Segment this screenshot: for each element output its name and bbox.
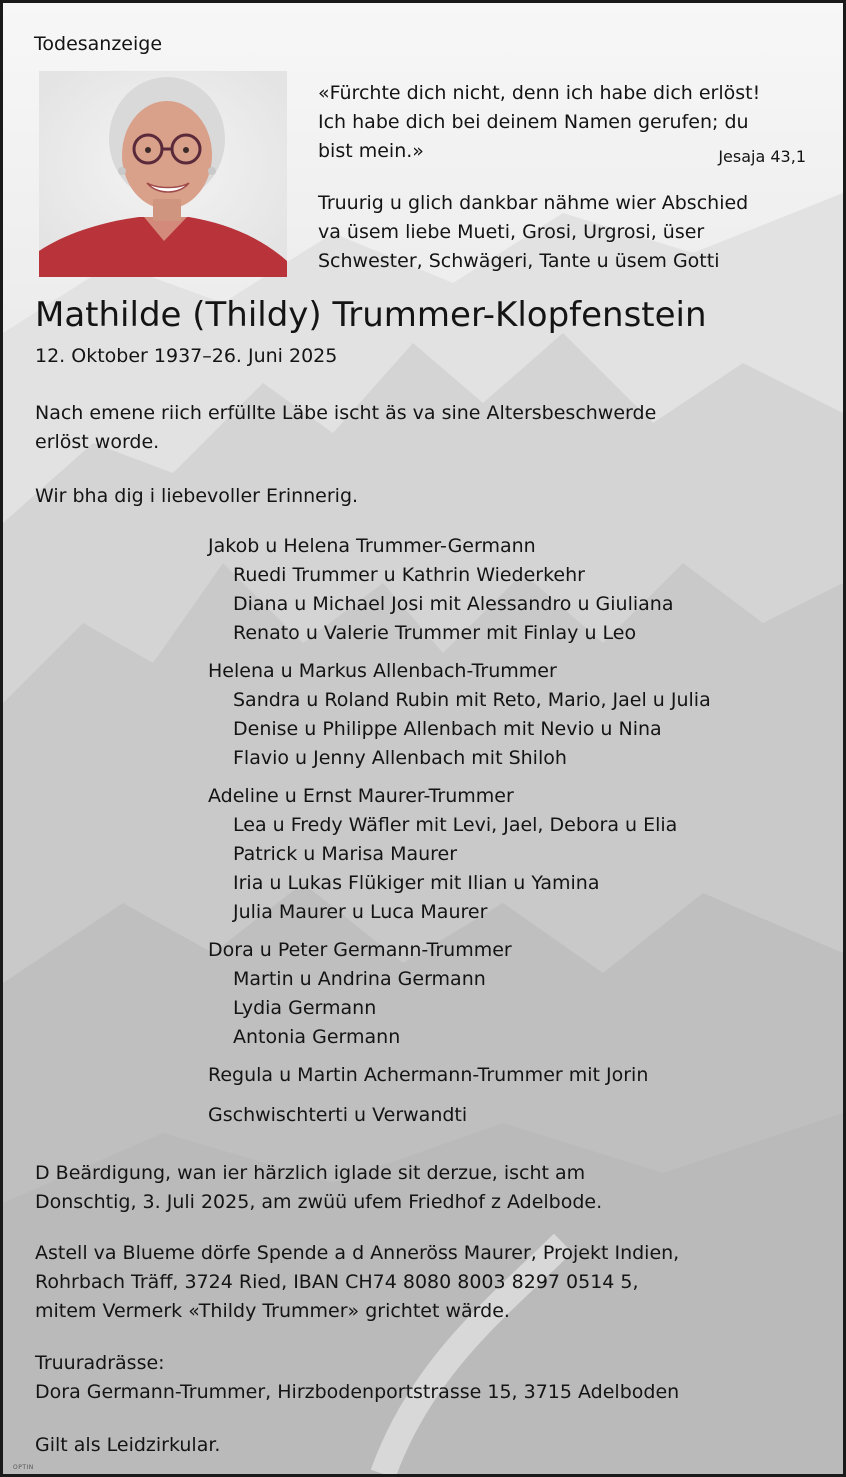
farewell-intro [318, 189, 808, 276]
paragraph-line: Rohrbach Träff, 3724 Ried, IBAN CH74 8080 8003 8297 0514 5, [35, 1271, 639, 1293]
bible-quote [318, 79, 808, 166]
address-label: Truuradrässe: [35, 1352, 165, 1374]
family-group [208, 657, 808, 773]
family-list [208, 532, 808, 1141]
family-member: Denise u Philippe Allenbach mit Nevio u Nina [233, 718, 662, 740]
paragraph-line: Donschtig, 3. Juli 2025, am zwüü ufem Friedhof z Adelbode. [35, 1191, 603, 1213]
donation-notice [35, 1239, 815, 1326]
family-member: Julia Maurer u Luca Maurer [233, 901, 488, 923]
family-member: Antonia Germann [233, 1026, 401, 1048]
quote-line: bist mein.» [318, 140, 424, 162]
family-head: Jakob u Helena Trummer-Germann [208, 535, 536, 557]
closing-note: Gilt als Leidzirkular. [35, 1434, 221, 1456]
family-member: Martin u Andrina Germann [233, 968, 486, 990]
memory-line: Wir bha dig i liebevoller Erinnerig. [35, 485, 359, 507]
address-value: Dora Germann-Trummer, Hirzbodenportstrasse 15, 3715 Adelboden [35, 1381, 680, 1403]
document-type-label: Todesanzeige [34, 33, 163, 55]
family-member: Renato u Valerie Trummer mit Finlay u Leo [233, 622, 637, 644]
family-member: Lydia Germann [233, 997, 377, 1019]
deceased-portrait [39, 71, 287, 277]
paragraph-line: erlöst worde. [35, 431, 160, 453]
life-dates: 12. Oktober 1937–26. Juni 2025 [35, 345, 338, 367]
mourning-address [35, 1349, 815, 1407]
family-group [208, 782, 808, 927]
family-head: Adeline u Ernst Maurer-Trummer [208, 785, 514, 807]
deceased-name: Mathilde (Thildy) Trummer-Klopfenstein [35, 295, 707, 335]
footer-mark: OPTIN [13, 1464, 34, 1471]
family-member: Sandra u Roland Rubin mit Reto, Mario, Jael u Julia [233, 689, 711, 711]
family-member: Diana u Michael Josi mit Alessandro u Giuliana [233, 593, 674, 615]
family-member: Flavio u Jenny Allenbach mit Shiloh [233, 747, 567, 769]
family-group [208, 936, 808, 1052]
family-head: Helena u Markus Allenbach-Trummer [208, 660, 557, 682]
paragraph-line: Nach emene riich erfüllte Läbe ischt äs va sine Altersbeschwerde [35, 402, 657, 424]
quote-line: «Fürchte dich nicht, denn ich habe dich erlöst! [318, 82, 761, 104]
funeral-notice [35, 1159, 815, 1217]
paragraph-line: D Beärdigung, wan ier härzlich iglade sit derzue, ischt am [35, 1162, 586, 1184]
intro-line: Truurig u glich dankbar nähme wier Abschied [318, 192, 749, 214]
family-head: Dora u Peter Germann-Trummer [208, 939, 512, 961]
life-paragraph [35, 399, 815, 457]
family-single: Gschwischterti u Verwandti [208, 1104, 468, 1126]
quote-reference: Jesaja 43,1 [718, 147, 806, 166]
family-single: Regula u Martin Achermann-Trummer mit Jorin [208, 1064, 649, 1086]
intro-line: Schwester, Schwägeri, Tante u üsem Gotti [318, 250, 720, 272]
intro-line: va üsem liebe Mueti, Grosi, Urgrosi, üser [318, 221, 705, 243]
family-member: Patrick u Marisa Maurer [233, 843, 458, 865]
family-member: Lea u Fredy Wäfler mit Levi, Jael, Debora u Elia [233, 814, 678, 836]
quote-line: Ich habe dich bei deinem Namen gerufen; du [318, 111, 749, 133]
paragraph-line: mitem Vermerk «Thildy Trummer» grichtet wärde. [35, 1300, 510, 1322]
family-member: Ruedi Trummer u Kathrin Wiederkehr [233, 564, 585, 586]
family-member: Iria u Lukas Flükiger mit Ilian u Yamina [233, 872, 600, 894]
paragraph-line: Astell va Blueme dörfe Spende a d Anneröss Maurer, Projekt Indien, [35, 1242, 680, 1264]
family-group [208, 532, 808, 648]
